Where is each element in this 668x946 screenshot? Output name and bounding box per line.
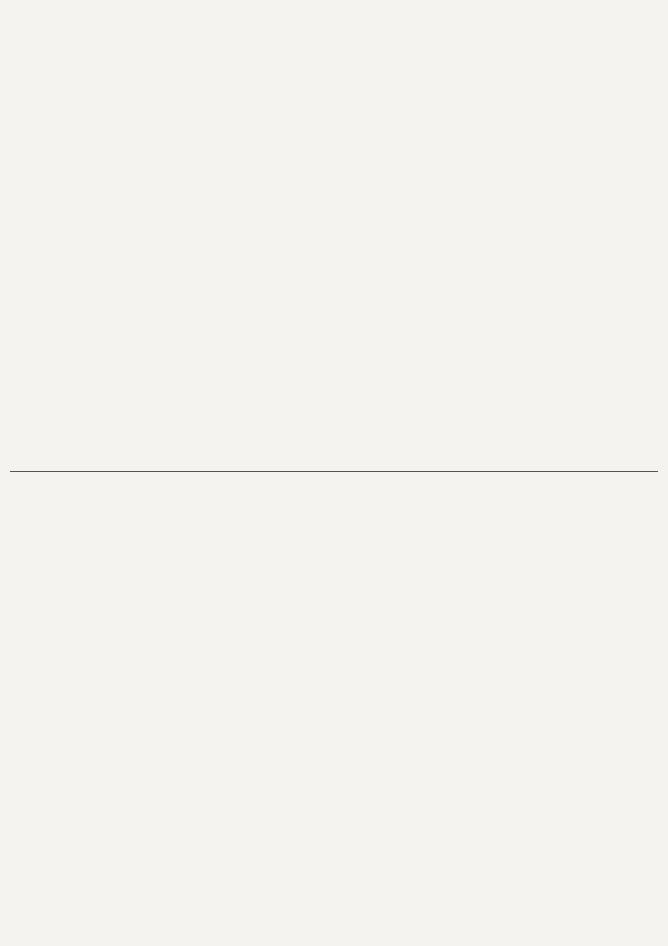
section-divider <box>10 471 658 472</box>
top-section <box>14 488 654 938</box>
top-text-columns <box>14 488 654 938</box>
bottom-section <box>14 14 654 464</box>
bottom-text-columns <box>14 14 654 464</box>
